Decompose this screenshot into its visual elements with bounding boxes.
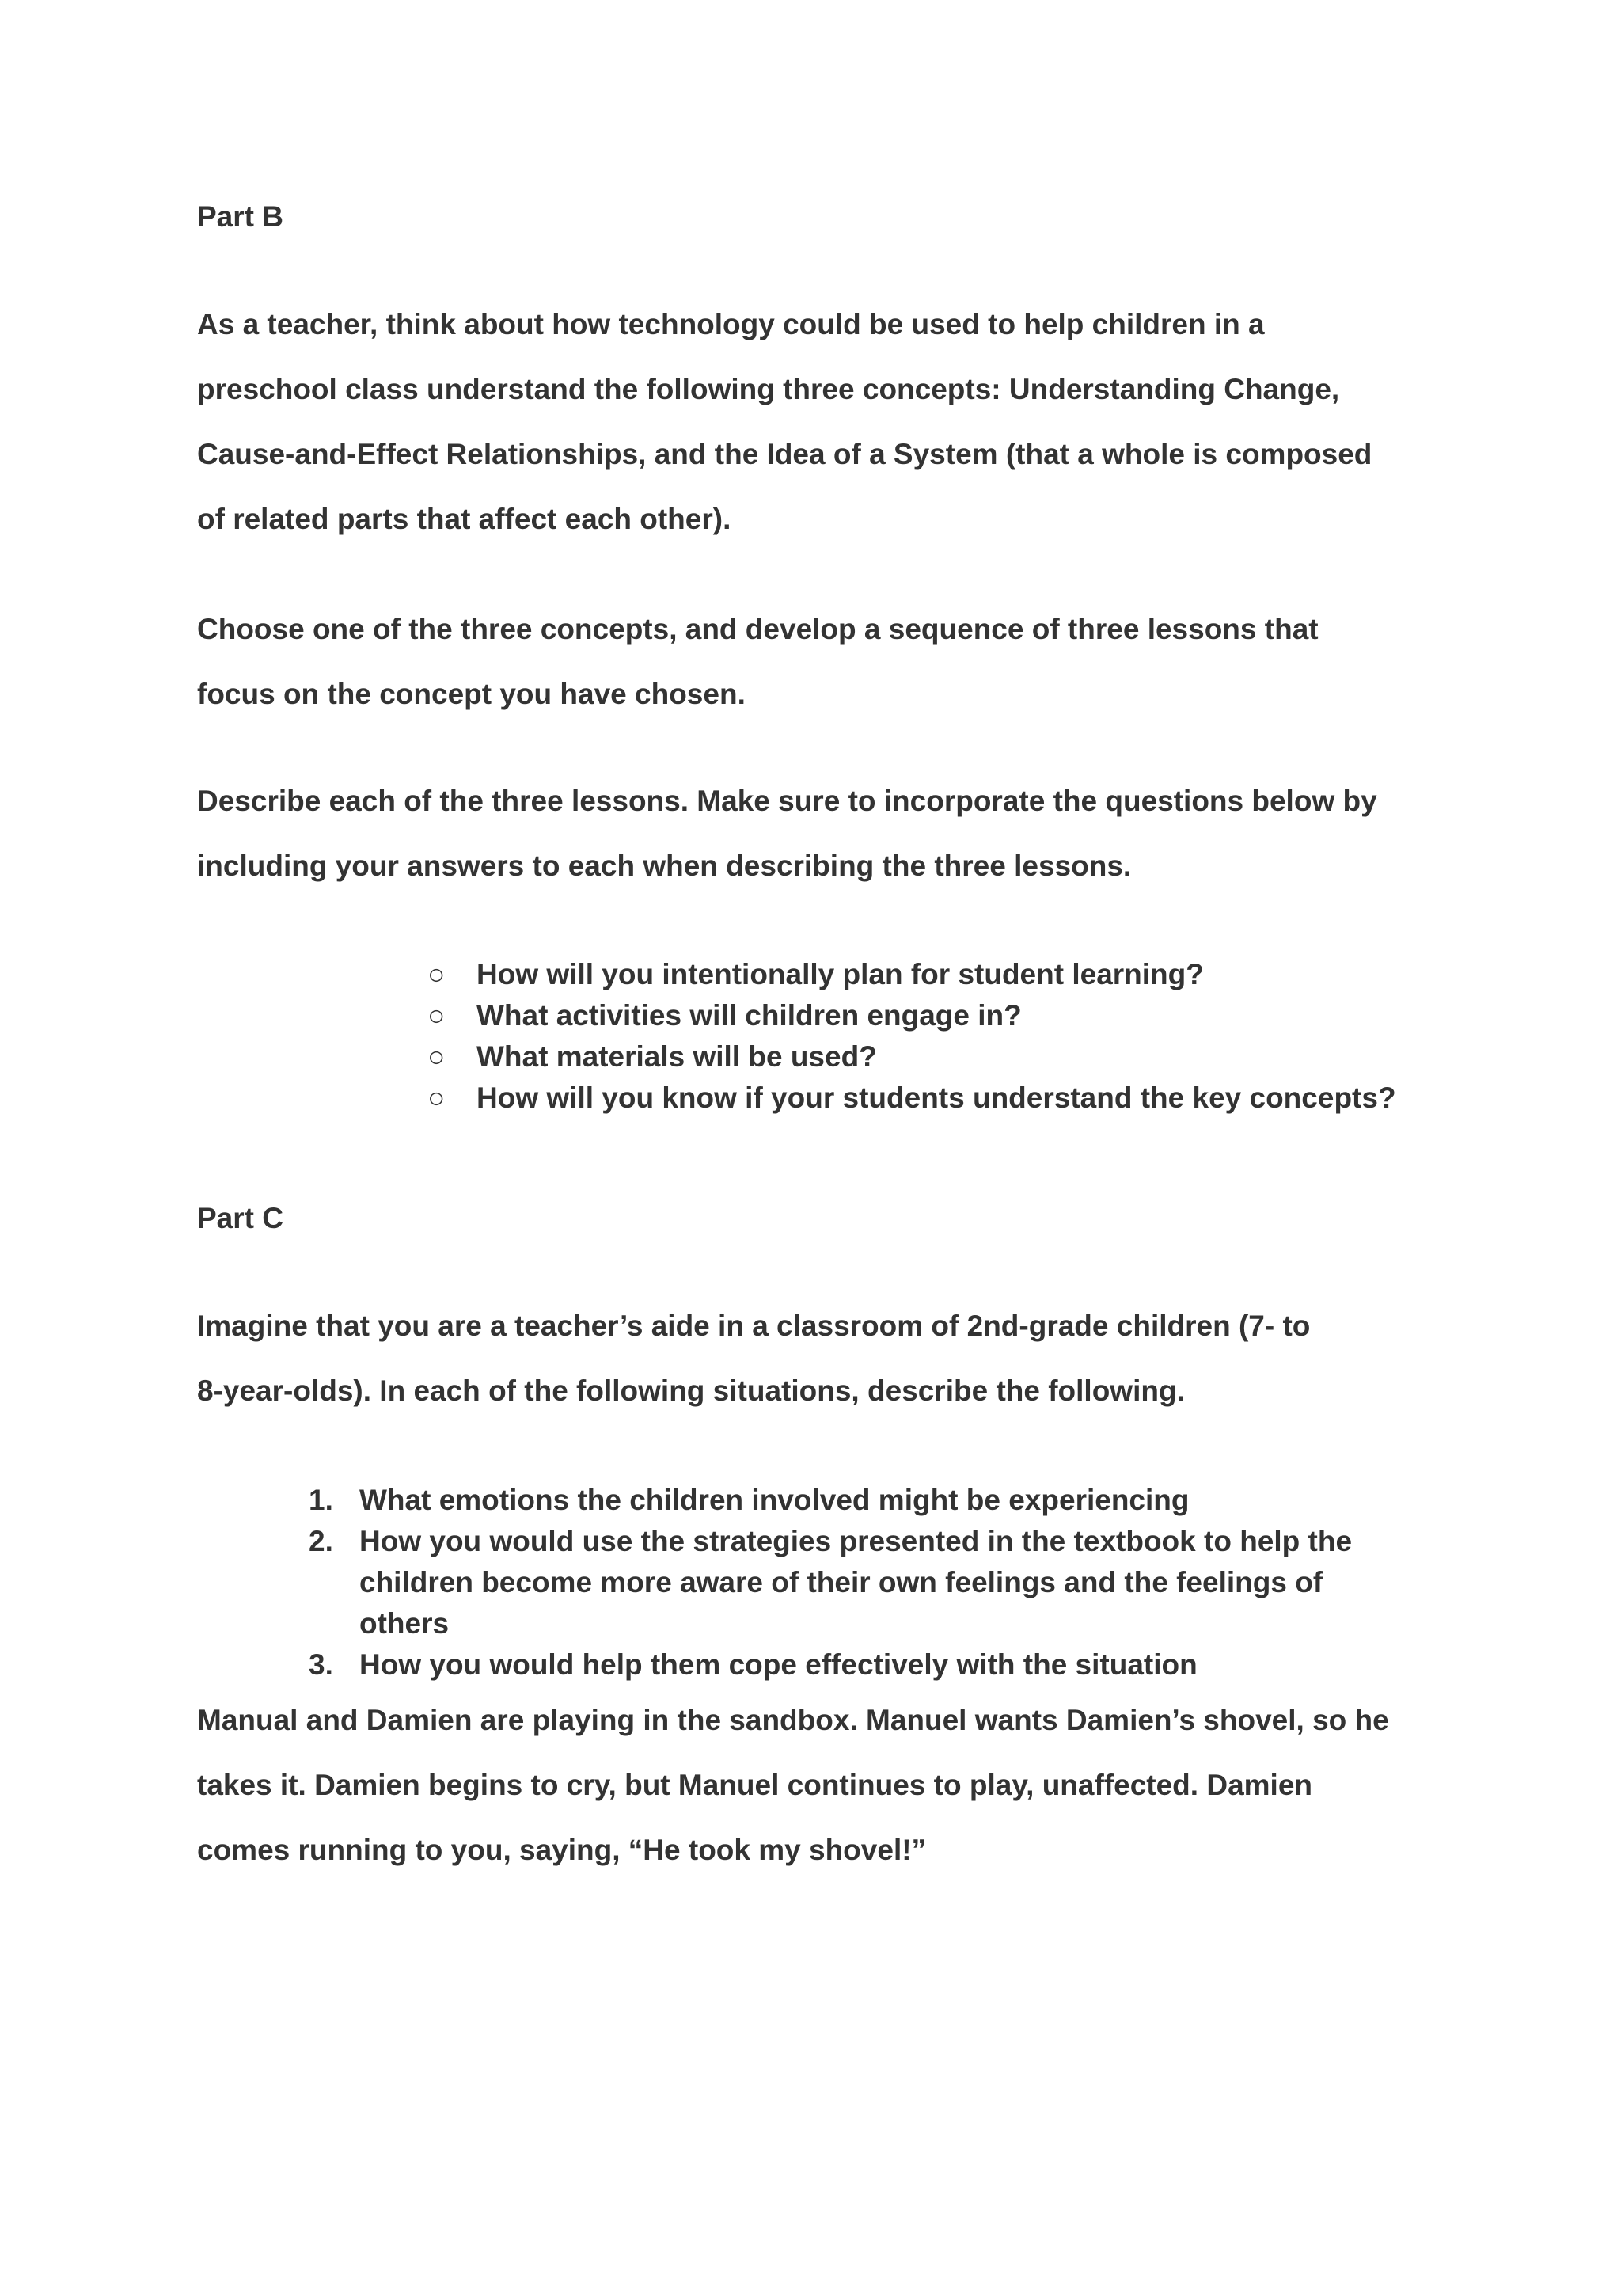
- question-text: How will you know if your students understand the key concepts?: [476, 1081, 1396, 1114]
- list-item: [309, 1644, 1433, 1686]
- list-item-text: others: [359, 1607, 450, 1640]
- questions-list: [427, 954, 1396, 1119]
- list-item: [427, 1078, 1396, 1119]
- list-number: 2.: [309, 1525, 333, 1557]
- part-b-choose-paragraph: [197, 597, 1432, 727]
- scenario-paragraph: [197, 1688, 1432, 1883]
- list-item: [427, 995, 1396, 1036]
- circle-bullet-icon: ○: [427, 999, 446, 1032]
- question-text: What materials will be used?: [476, 1040, 877, 1073]
- question-text: What activities will children engage in?: [476, 999, 1022, 1032]
- paragraph-line: Describe each of the three lessons. Make sure to incorporate the questions below by: [197, 785, 1377, 817]
- circle-bullet-icon: ○: [427, 1081, 446, 1114]
- list-number: 3.: [309, 1648, 333, 1681]
- paragraph-line: of related parts that affect each other).: [197, 503, 731, 535]
- list-item: [309, 1521, 1433, 1644]
- paragraph-line: Cause-and-Effect Relationships, and the Idea of a System (that a whole is composed: [197, 438, 1372, 470]
- part-b-heading: Part B: [197, 200, 283, 233]
- circle-bullet-icon: ○: [427, 1040, 446, 1073]
- paragraph-line: Manual and Damien are playing in the sandbox. Manuel wants Damien’s shovel, so he: [197, 1704, 1389, 1736]
- situation-tasks-list: [309, 1480, 1433, 1686]
- list-item-text: What emotions the children involved might be experiencing: [359, 1484, 1190, 1516]
- question-text: How will you intentionally plan for student learning?: [476, 958, 1204, 990]
- part-b-describe-paragraph: [197, 769, 1432, 899]
- paragraph-line: including your answers to each when describing the three lessons.: [197, 850, 1132, 882]
- paragraph-line: preschool class understand the following three concepts: Understanding Change,: [197, 373, 1340, 405]
- paragraph-line: Imagine that you are a teacher’s aide in a classroom of 2nd-grade children (7- to: [197, 1310, 1311, 1342]
- paragraph-line: As a teacher, think about how technology could be used to help children in a: [197, 308, 1265, 340]
- paragraph-line: comes running to you, saying, “He took my shovel!”: [197, 1834, 927, 1866]
- part-c-heading: Part C: [197, 1202, 283, 1234]
- list-item-text: children become more aware of their own feelings and the feelings of: [359, 1566, 1323, 1598]
- paragraph-line: takes it. Damien begins to cry, but Manuel continues to play, unaffected. Damien: [197, 1769, 1312, 1801]
- list-item: [427, 1036, 1396, 1078]
- part-b-intro-paragraph: [197, 292, 1432, 552]
- list-item-text: How you would use the strategies presented in the textbook to help the: [359, 1525, 1353, 1557]
- paragraph-line: focus on the concept you have chosen.: [197, 678, 746, 710]
- list-item: [309, 1480, 1433, 1521]
- paragraph-line: Choose one of the three concepts, and develop a sequence of three lessons that: [197, 613, 1319, 645]
- part-c-intro-paragraph: [197, 1294, 1432, 1424]
- circle-bullet-icon: ○: [427, 958, 446, 990]
- list-item: [427, 954, 1396, 995]
- paragraph-line: 8-year-olds). In each of the following situations, describe the following.: [197, 1374, 1185, 1407]
- list-number: 1.: [309, 1484, 333, 1516]
- list-item-text: How you would help them cope effectively with the situation: [359, 1648, 1198, 1681]
